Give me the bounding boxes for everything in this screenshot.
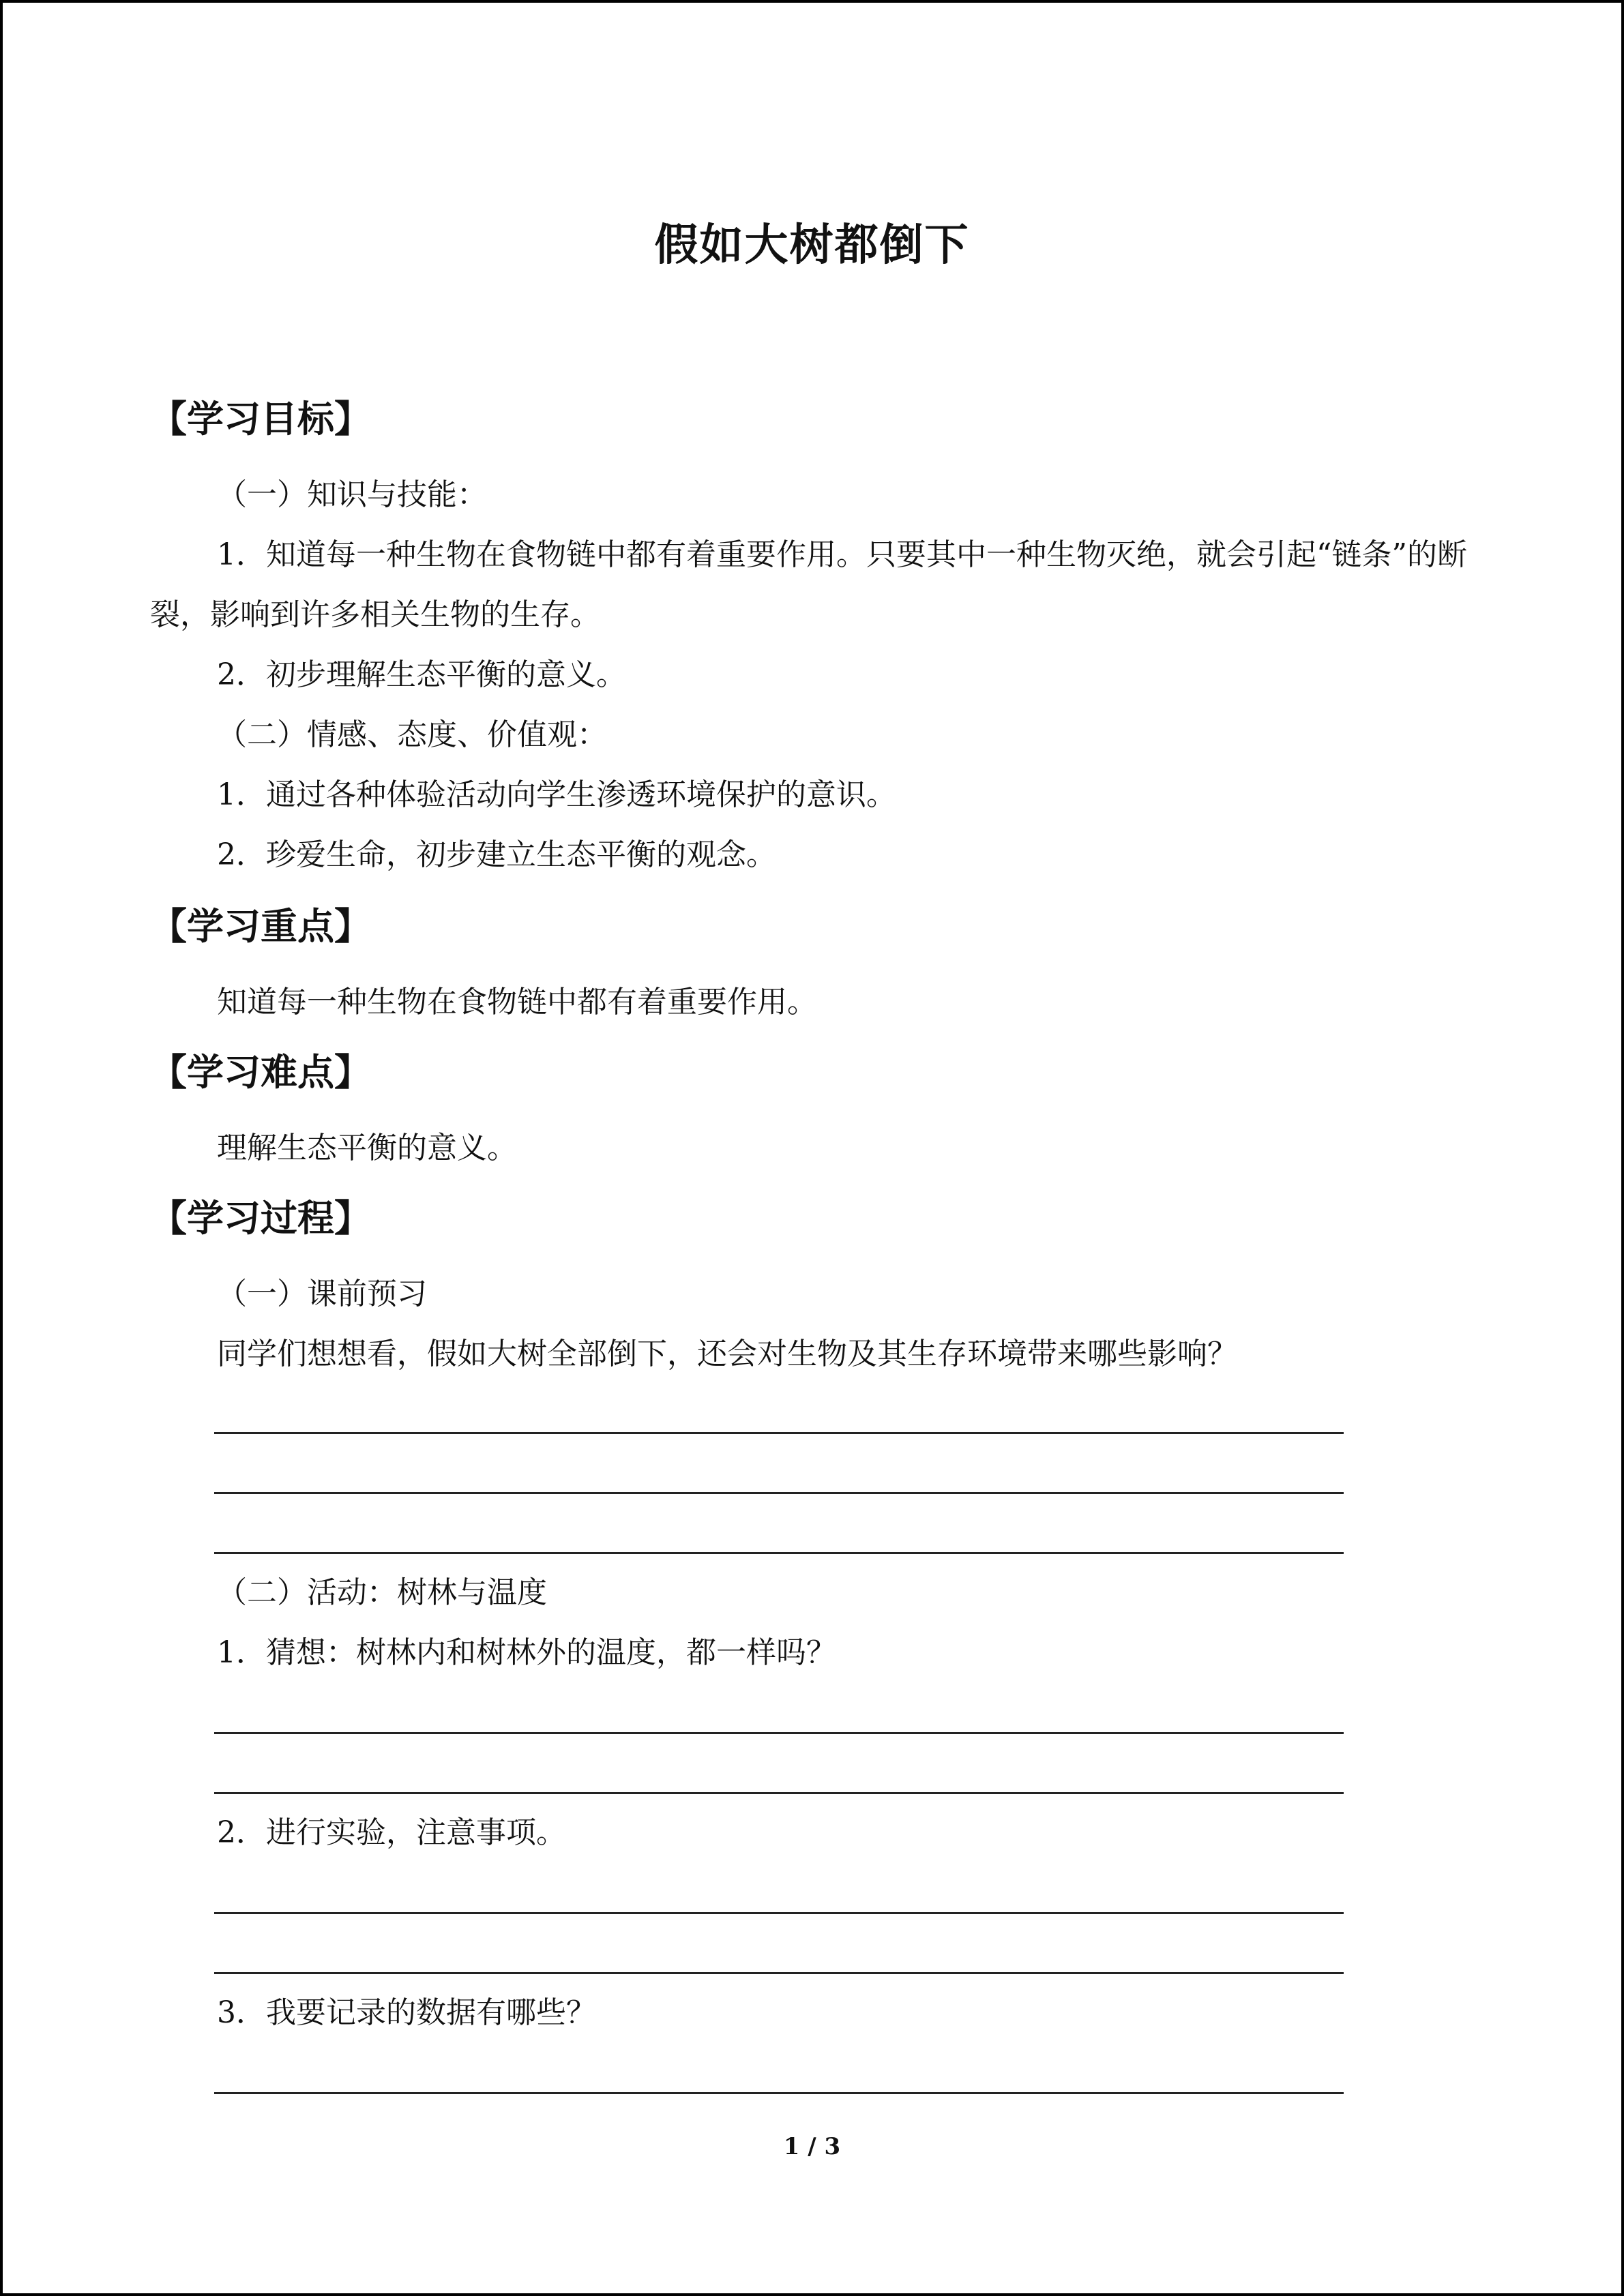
process-question-1: 同学们想想看，假如大树全部倒下，还会对生物及其生存环境带来哪些影响？ [217,1337,1237,1371]
objectives-sub-knowledge: （一）知识与技能： [217,477,487,512]
objectives-item-3: 1．通过各种体验活动向学生渗透环境保护的意识。 [217,777,896,812]
answer-line [214,1792,1344,1794]
difficulty-heading: 【学习难点】 [150,1051,371,1094]
process-sub-preview: （一）课前预习 [217,1277,427,1311]
answer-line [214,1732,1344,1734]
objectives-item-4: 2．珍爱生命，初步建立生态平衡的观念。 [217,837,776,872]
objectives-sub-emotion: （二）情感、态度、价值观： [217,717,607,752]
difficulty-text: 理解生态平衡的意义。 [217,1131,517,1165]
objectives-heading: 【学习目标】 [150,398,371,441]
answer-line [214,1492,1344,1494]
answer-line [214,1552,1344,1554]
document-title: 假如大树都倒下 [654,220,970,271]
process-step-2: 2．进行实验，注意事项。 [217,1815,566,1850]
process-sub-activity: （二）活动：树林与温度 [217,1575,547,1610]
objectives-item-2: 2．初步理解生态平衡的意义。 [217,657,626,692]
page-number: 1 / 3 [783,2133,841,2160]
objectives-item-1: 1．知道每一种生物在食物链中都有着重要作用。只要其中一种生物灭绝，就会引起“链条”的断裂，影响到许多相关生物的生存。 [150,537,1467,632]
process-heading: 【学习过程】 [150,1197,371,1240]
answer-line [214,2092,1344,2094]
key-point-heading: 【学习重点】 [150,905,371,948]
answer-line [214,1912,1344,1914]
answer-line [214,1432,1344,1434]
process-step-1: 1．猜想：树林内和树林外的温度，都一样吗？ [217,1635,836,1670]
key-point-text: 知道每一种生物在食物链中都有着重要作用。 [217,985,817,1019]
process-step-3: 3．我要记录的数据有哪些？ [217,1995,596,2030]
answer-line [214,1972,1344,1974]
